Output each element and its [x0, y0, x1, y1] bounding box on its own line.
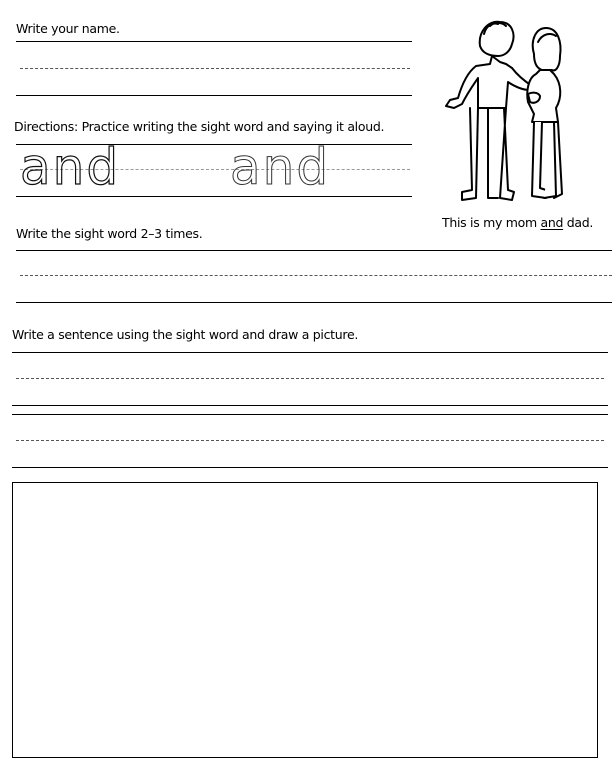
mom-and-dad-icon	[442, 12, 574, 204]
repeat-top-line	[16, 250, 612, 251]
drawing-box[interactable]	[12, 482, 598, 758]
repeat-write-line[interactable]	[16, 302, 612, 303]
sentence2-top-line	[12, 414, 608, 415]
caption-prefix: This is my mom	[442, 215, 541, 230]
repeat-mid-line	[20, 275, 612, 276]
name-top-line	[16, 41, 412, 42]
sentence2-write-line[interactable]	[12, 467, 608, 468]
sight-word-trace-dotted: and	[20, 138, 121, 196]
name-mid-line	[20, 68, 410, 69]
directions-label: Directions: Practice writing the sight word and saying it aloud.	[14, 119, 385, 134]
name-label: Write your name.	[16, 21, 120, 36]
name-write-line[interactable]	[16, 95, 412, 96]
sentence1-write-line[interactable]	[12, 405, 608, 406]
sentence-label: Write a sentence using the sight word and draw a picture.	[12, 327, 359, 342]
sentence1-top-line	[12, 352, 608, 353]
sentence2-mid-line	[16, 440, 604, 441]
illustration-caption	[442, 215, 593, 230]
sentence1-mid-line	[16, 378, 604, 379]
tracing-base-line[interactable]	[16, 196, 412, 197]
caption-sight-word: and	[540, 215, 564, 230]
sight-word-trace-faint: and	[230, 138, 331, 196]
repeat-label: Write the sight word 2–3 times.	[16, 226, 203, 241]
caption-suffix: dad.	[563, 215, 594, 230]
